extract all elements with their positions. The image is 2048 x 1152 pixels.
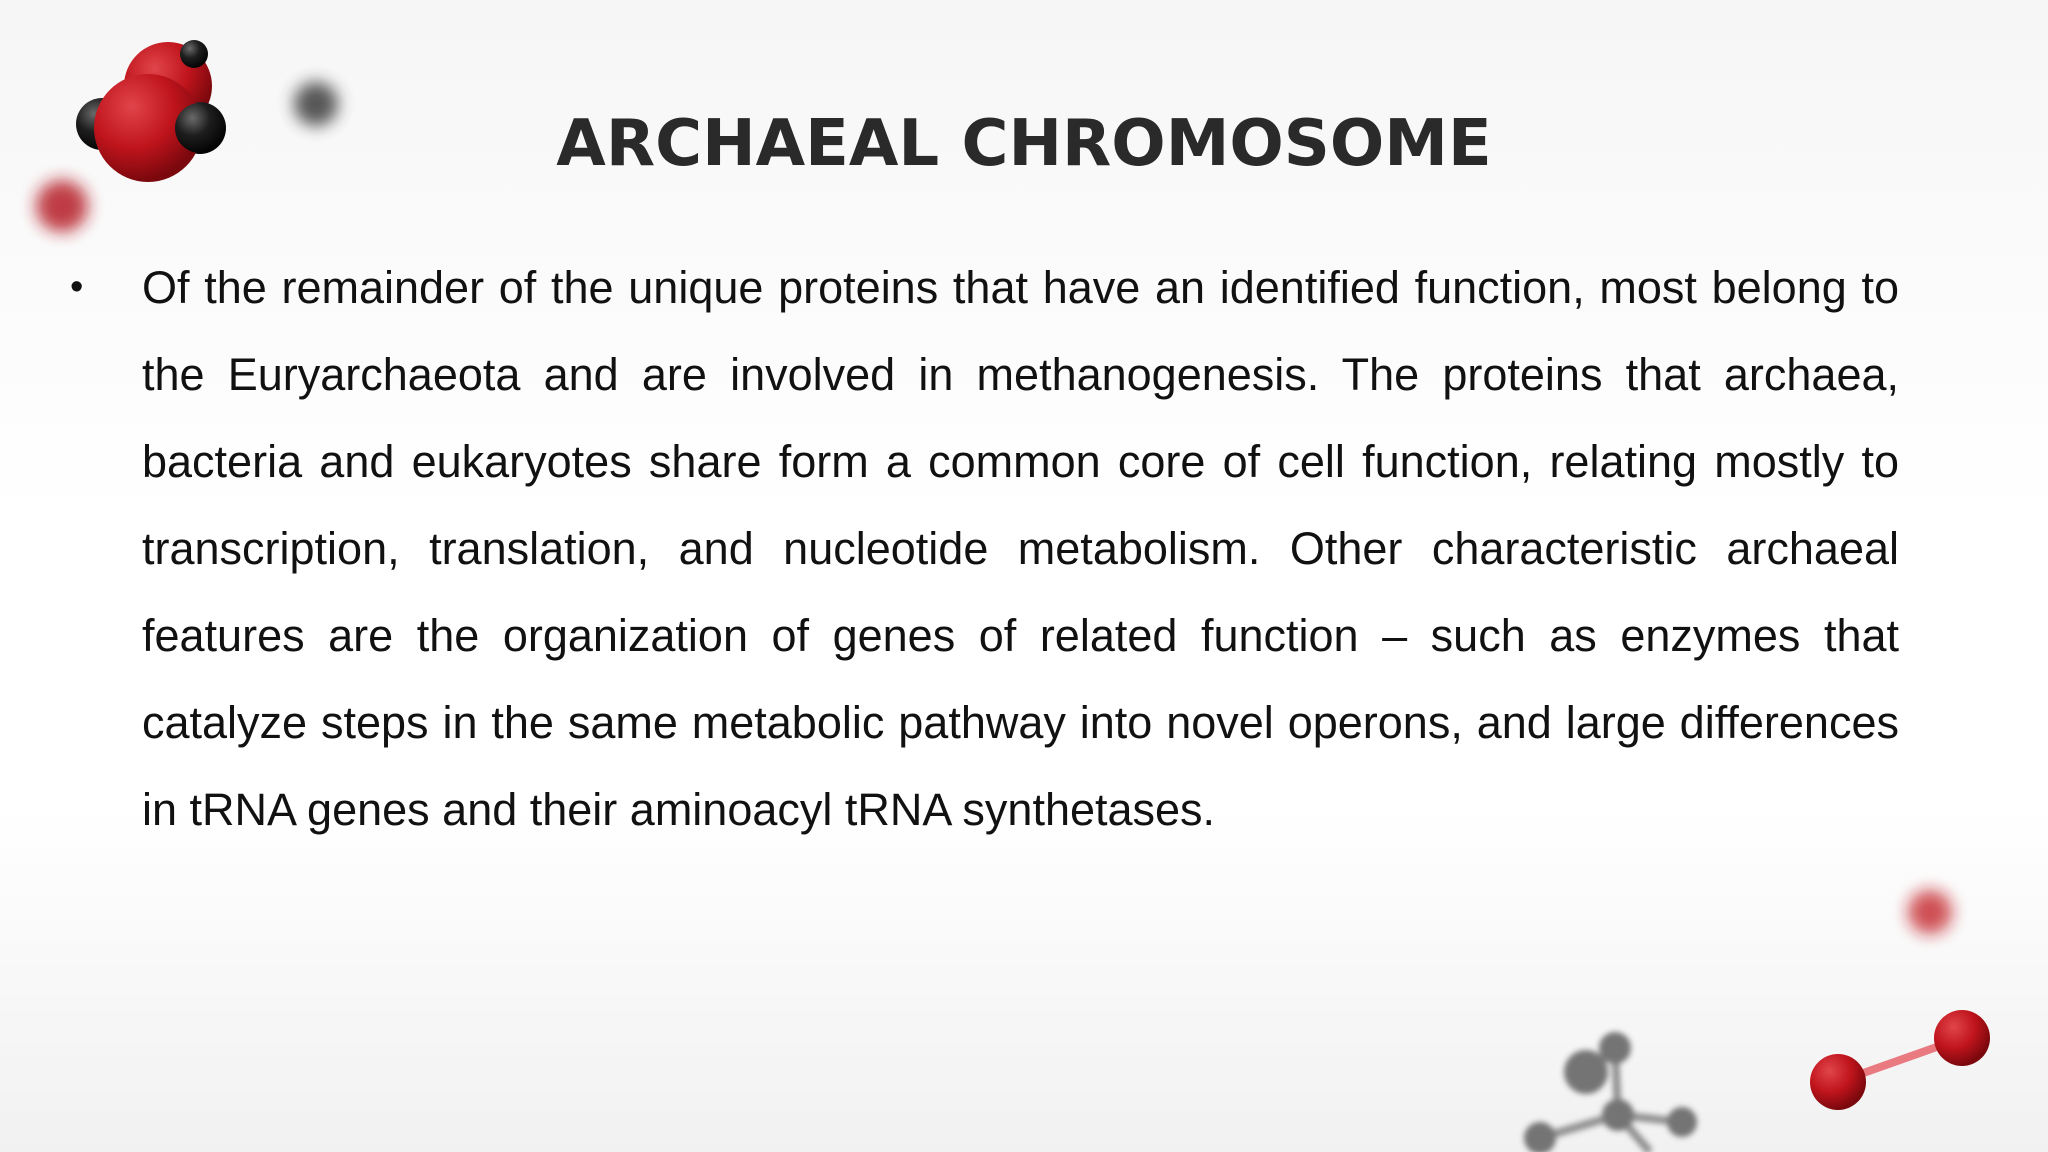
bullet-text: Of the remainder of the unique proteins that have an identified function, most belong to the Euryarchaeota and are involved in methanogenesis. The proteins that archaea, bacteria and eukaryotes share form a common core of cell function, relating mostly to transcription, translation, and nucleotide metabolism. Other characteristic archaeal features are the organization of genes of related function – such as enzymes that catalyze steps in the same metabolic pathway into novel operons, and large differences in tRNA genes and their aminoacyl tRNA synthetases. [142,262,1899,835]
molecule-bottom-right-icon [1810,1010,1990,1110]
bullet-marker: • [70,266,84,308]
slide-title: ARCHAEAL CHROMOSOME [556,107,1492,181]
bullet-list [70,244,1970,853]
molecule-bottom-gray-icon [1524,1032,1697,1152]
bullet-item [70,244,1899,853]
